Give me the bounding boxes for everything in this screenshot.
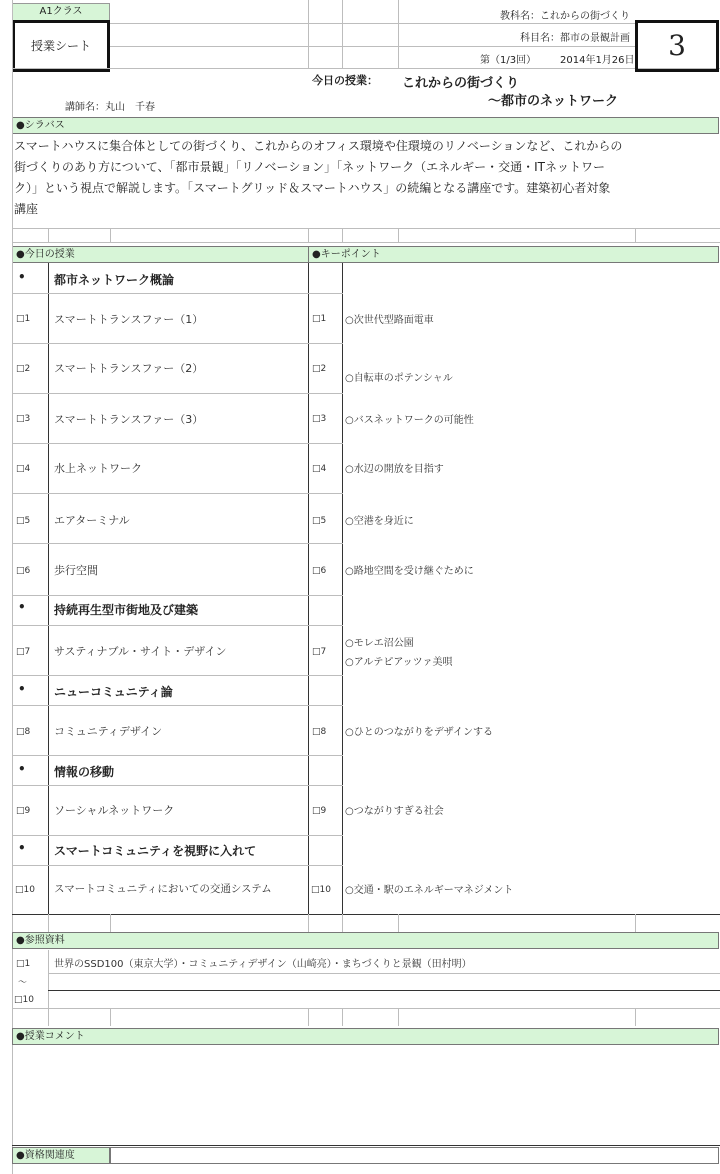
header-area bbox=[0, 0, 720, 113]
syllabus-line: スマートハウスに集合体としての街づくり、これからのオフィス環境や住環境のリノベーションなど、これからの bbox=[14, 139, 623, 153]
item-title: コミュニティデザイン bbox=[54, 725, 163, 738]
item-number: □10 bbox=[15, 885, 35, 895]
syllabus-line: 街づくりのあり方について、「都市景観」「リノベーション」「ネットワーク（エネルギー・交通・ITネットワー bbox=[14, 160, 605, 174]
lecturer-name: 講師名：丸山 千春 bbox=[65, 102, 155, 113]
category-bullet: • bbox=[18, 600, 26, 614]
item-number: □4 bbox=[16, 464, 31, 474]
keypoint-number: □10 bbox=[311, 885, 331, 895]
item-title: スマートトランスファー（2） bbox=[54, 362, 204, 375]
item-title: サスティナブル・サイト・デザイン bbox=[54, 645, 227, 658]
category-bullet: • bbox=[18, 841, 26, 855]
keypoint-text: ○水辺の開放を目指す bbox=[345, 464, 444, 475]
item-number: □7 bbox=[16, 647, 31, 657]
today-label: 今日の授業： bbox=[312, 74, 378, 87]
references-heading-label: ●参照資料 bbox=[16, 935, 65, 946]
session-number: 第（1/3回） bbox=[480, 55, 537, 66]
keypoint-number: □5 bbox=[312, 516, 327, 526]
sheet-title: 授業シート bbox=[30, 39, 91, 53]
item-title: スマートコミュニティにおいての交通システム bbox=[54, 883, 272, 895]
item-number: □3 bbox=[16, 414, 31, 424]
comment-heading bbox=[12, 1028, 719, 1045]
syllabus-text bbox=[14, 136, 718, 220]
item-title: 歩行空間 bbox=[54, 564, 98, 577]
reference-last-number: □10 bbox=[14, 995, 34, 1005]
item-title: ソーシャルネットワーク bbox=[54, 804, 175, 817]
item-number: □2 bbox=[16, 364, 31, 374]
category-bullet: • bbox=[18, 682, 26, 696]
syllabus-line: 講座 bbox=[14, 202, 39, 216]
reference-text: 世界のSSD100（東京大学）・コミュニティデザイン（山崎亮）・まちづくりと景観（田村明） bbox=[54, 959, 472, 970]
keypoint-number: □9 bbox=[312, 806, 327, 816]
keypoint-number: □7 bbox=[312, 647, 327, 657]
keypoint-text: ○バスネットワークの可能性 bbox=[345, 415, 474, 426]
category-title: 都市ネットワーク概論 bbox=[54, 273, 175, 287]
syllabus-heading-label: ●シラバス bbox=[16, 120, 65, 131]
keypoint-number: □8 bbox=[312, 727, 327, 737]
item-number: □5 bbox=[16, 516, 31, 526]
today-title-line2: ～都市のネットワーク bbox=[488, 94, 619, 109]
keypoint-text: ○交通・駅のエネルギーマネジメント bbox=[345, 885, 514, 896]
keypoint-text: ○つながりすぎる社会 bbox=[345, 806, 444, 817]
qualification-heading bbox=[12, 1147, 110, 1164]
qualification-value[interactable] bbox=[110, 1147, 719, 1164]
category-title: 持続再生型市街地及び建築 bbox=[54, 603, 199, 617]
keypoint-text: ○次世代型路面電車 bbox=[345, 315, 434, 326]
lesson-number: 3 bbox=[668, 29, 686, 62]
category-title: 情報の移動 bbox=[54, 765, 115, 779]
category-bullet: • bbox=[18, 762, 26, 776]
keypoint-text: ○路地空間を受け継ぐために bbox=[345, 566, 474, 577]
lesson-heading bbox=[12, 246, 309, 263]
category-title: ニューコミュニティ論 bbox=[54, 685, 173, 699]
course-name: 教科名：これからの街づくり bbox=[500, 11, 630, 22]
item-title: スマートトランスファー（3） bbox=[54, 413, 204, 426]
item-title: エアターミナル bbox=[54, 514, 130, 527]
category-bullet: • bbox=[18, 270, 26, 284]
class-label-box bbox=[12, 3, 110, 21]
keypoint-text: ○自転車のポテンシャル bbox=[345, 373, 453, 384]
comment-area[interactable] bbox=[13, 1046, 719, 1142]
subject-name: 科目名：都市の景観計画 bbox=[520, 33, 630, 44]
category-title: スマートコミュニティを視野に入れて bbox=[54, 844, 257, 858]
keypoint-number: □2 bbox=[312, 364, 327, 374]
lesson-heading-label: ●今日の授業 bbox=[16, 249, 75, 260]
item-title: 水上ネットワーク bbox=[54, 462, 142, 475]
keypoint-number: □4 bbox=[312, 464, 327, 474]
comment-heading-label: ●授業コメント bbox=[16, 1031, 85, 1042]
keypoint-heading-label: ●キーポイント bbox=[312, 249, 381, 260]
keypoint-text: ○空港を身近に bbox=[345, 516, 414, 527]
qualification-heading-label: ●資格関連度 bbox=[16, 1150, 75, 1161]
item-number: □9 bbox=[16, 806, 31, 816]
keypoint-number: □3 bbox=[312, 414, 327, 424]
references-heading bbox=[12, 932, 719, 949]
syllabus-heading bbox=[12, 117, 719, 134]
item-title: スマートトランスファー（1） bbox=[54, 313, 204, 326]
keypoint-number: □6 bbox=[312, 566, 327, 576]
reference-first-number: □1 bbox=[16, 959, 31, 969]
item-number: □1 bbox=[16, 314, 31, 324]
keypoint-heading bbox=[308, 246, 719, 263]
keypoint-text: ○モレエ沼公園 bbox=[345, 638, 414, 649]
keypoint-text: ○ひとのつながりをデザインする bbox=[345, 727, 494, 738]
lesson-number-box bbox=[635, 20, 719, 72]
class-label: A1クラス bbox=[39, 6, 83, 17]
keypoint-number: □1 bbox=[312, 314, 327, 324]
syllabus-line: ク）」という視点で解説します。「スマートグリッド＆スマートハウス」の続編となる講座です。建築初心者対象 bbox=[14, 181, 611, 195]
sheet-title-box bbox=[12, 20, 110, 72]
reference-tilde: ～ bbox=[18, 978, 28, 988]
item-number: □6 bbox=[16, 566, 31, 576]
item-number: □8 bbox=[16, 727, 31, 737]
keypoint-text-2: ○アルテピアッツァ美唄 bbox=[345, 657, 453, 668]
lesson-date: 2014年1月26日 bbox=[560, 55, 635, 66]
today-title-line1: これからの街づくり bbox=[402, 76, 520, 91]
